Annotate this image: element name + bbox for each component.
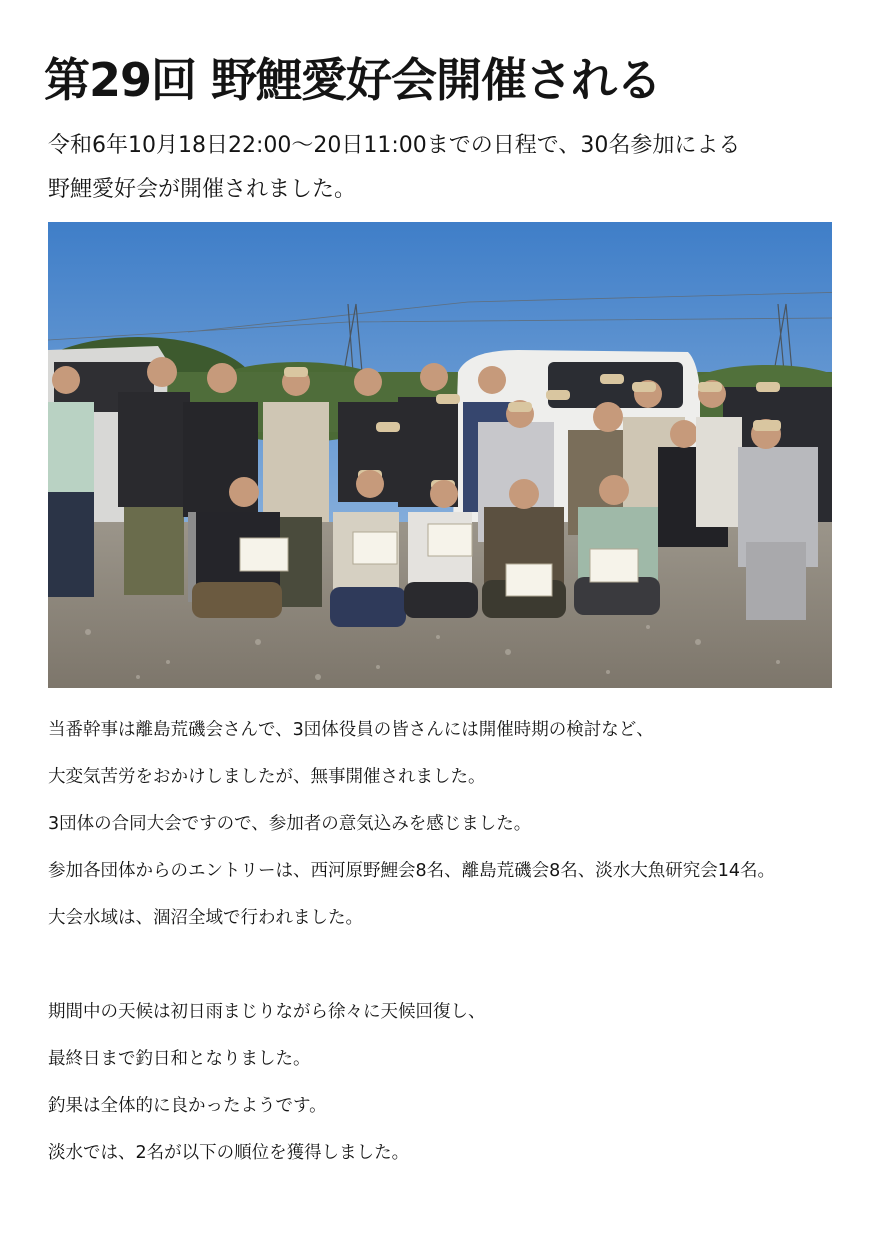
group-photo-illustration bbox=[48, 222, 832, 688]
body-line: 淡水では、2名が以下の順位を獲得しました。 bbox=[48, 1143, 410, 1163]
body-line: 釣果は全体的に良かったようです。 bbox=[48, 1096, 327, 1116]
body-line: 参加各団体からのエントリーは、西河原野鯉会8名、離島荒磯会8名、淡水大魚研究会14名。 bbox=[48, 861, 776, 881]
van-window bbox=[548, 362, 683, 408]
article-title: 第29回 野鯉愛好会開催される bbox=[44, 53, 662, 107]
intro-line: 野鯉愛好会が開催されました。 bbox=[48, 177, 357, 202]
body-line: 3団体の合同大会ですので、参加者の意気込みを感じました。 bbox=[48, 814, 532, 834]
paragraph-gap bbox=[48, 945, 868, 992]
body-line: 期間中の天候は初日雨まじりながら徐々に天候回復し、 bbox=[48, 1002, 486, 1022]
group-photo bbox=[48, 222, 832, 688]
body-line: 大会水域は、涸沼全域で行われました。 bbox=[48, 908, 363, 928]
body-line: 最終日まで釣日和となりました。 bbox=[48, 1049, 311, 1069]
article-body bbox=[48, 710, 868, 1180]
body-line: 大変気苦労をおかけしましたが、無事開催されました。 bbox=[48, 767, 486, 787]
intro-text bbox=[48, 124, 848, 212]
intro-line: 令和6年10月18日22:00～20日11:00までの日程で、30名参加による bbox=[48, 133, 741, 158]
body-line: 当番幹事は離島荒磯会さんで、3団体役員の皆さんには開催時期の検討など、 bbox=[48, 720, 654, 740]
